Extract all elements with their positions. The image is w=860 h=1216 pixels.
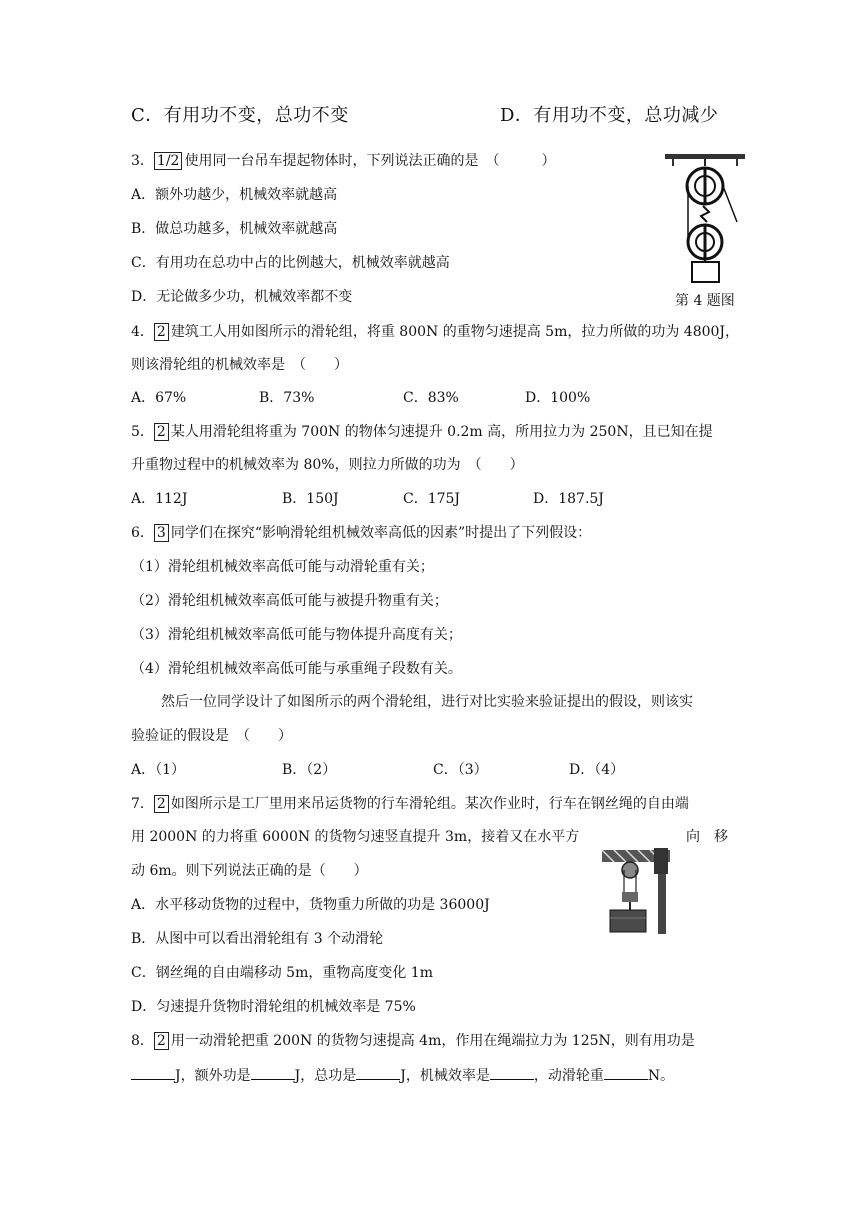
q3-option-c: C．有用功在总功中占的比例越大，机械效率就越高 <box>131 255 450 271</box>
q6-hypothesis-4: （4）滑轮组机械效率高低可能与承重绳子段数有关。 <box>131 661 462 677</box>
q6-text: 同学们在探究“影响滑轮组机械效率高低的因素”时提出了下列假设： <box>170 525 592 541</box>
q3-option-a: A．额外功越少，机械效率就越高 <box>131 187 338 203</box>
q5-option-d: D．187.5J <box>533 491 604 507</box>
q8-seg1: J，额外功是 <box>175 1068 251 1084</box>
q3-difficulty-tag: 1/2 <box>154 152 183 170</box>
q7-stem-line2a: 用 2000N 的力将重 6000N 的货物匀速竖直提升 3m，接着又在水平方 <box>131 829 580 845</box>
q8-number: 8． <box>131 1033 154 1049</box>
crane-figure-q7 <box>600 848 672 938</box>
prev-option-c: C．有用功不变，总功不变 <box>131 105 349 126</box>
prev-option-d: D．有用功不变，总功减少 <box>500 105 719 126</box>
q7-stem-line2b: 向 移 <box>686 829 728 845</box>
q8-blank-efficiency[interactable] <box>490 1065 534 1080</box>
q8-text: 用一动滑轮把重 200N 的货物匀速提高 4m，作用在绳端拉力为 125N，则有用功是 <box>170 1033 695 1049</box>
q4-option-d: D．100% <box>525 390 591 406</box>
q5-option-a: A．112J <box>131 491 188 507</box>
q3-option-b: B．做总功越多，机械效率就越高 <box>131 221 338 237</box>
q5-option-b: B．150J <box>282 491 339 507</box>
q8-blank-pulley-weight[interactable] <box>604 1065 648 1080</box>
q5-difficulty-tag: 2 <box>154 423 169 441</box>
q7-option-d: D．匀速提升货物时滑轮组的机械效率是 75% <box>131 999 416 1015</box>
q7-option-b: B．从图中可以看出滑轮组有 3 个动滑轮 <box>131 931 384 947</box>
q6-number: 6． <box>131 525 154 541</box>
q4-option-c: C．83% <box>403 390 459 406</box>
q6-hypothesis-2: （2）滑轮组机械效率高低可能与被提升物重有关； <box>131 593 448 609</box>
q4-text-1: 建筑工人用如图所示的滑轮组，将重 800N 的重物匀速提高 5m，拉力所做的功为 4800J， <box>170 324 740 340</box>
q6-hypothesis-3: （3）滑轮组机械效率高低可能与物体提升高度有关； <box>131 627 462 643</box>
q8-difficulty-tag: 2 <box>154 1032 169 1050</box>
q8-stem <box>131 1031 695 1051</box>
q5-number: 5． <box>131 424 154 440</box>
q6-option-a: A．（1） <box>131 762 186 778</box>
q6-paragraph-line2: 验验证的假设是 （ ） <box>131 728 292 744</box>
q7-text-1: 如图所示是工厂里用来吊运货物的行车滑轮组。某次作业时，行车在钢丝绳的自由端 <box>170 796 689 812</box>
q8-seg3: J，机械效率是 <box>400 1068 490 1084</box>
q7-number: 7． <box>131 796 154 812</box>
q5-text-1: 某人用滑轮组将重为 700N 的物体匀速提升 0.2m 高，所用拉力为 250N，且已知在提 <box>170 424 713 440</box>
q7-stem-line1 <box>131 794 689 814</box>
q6-option-b: B．（2） <box>282 762 337 778</box>
q4-stem-line1 <box>131 322 739 342</box>
q5-stem-line1 <box>131 422 713 442</box>
q6-difficulty-tag: 3 <box>154 524 169 542</box>
q7-option-c: C．钢丝绳的自由端移动 5m，重物高度变化 1m <box>131 965 433 981</box>
q6-option-c: C．（3） <box>433 762 488 778</box>
q4-option-b: B．73% <box>259 390 315 406</box>
figure-4-caption: 第 4 题图 <box>675 293 735 309</box>
q7-option-a: A．水平移动货物的过程中，货物重力所做的功是 36000J <box>131 897 490 913</box>
q3-stem <box>131 151 555 171</box>
q6-hypothesis-1: （1）滑轮组机械效率高低可能与动滑轮重有关； <box>131 559 434 575</box>
q4-stem-line2: 则该滑轮组的机械效率是 （ ） <box>131 357 348 373</box>
q6-option-d: D．（4） <box>569 762 625 778</box>
q7-difficulty-tag: 2 <box>154 795 169 813</box>
q3-number: 3． <box>131 153 154 169</box>
q4-difficulty-tag: 2 <box>154 323 169 341</box>
q8-seg5: N。 <box>647 1068 675 1084</box>
q3-text: 使用同一台吊车提起物体时，下列说法正确的是 （ ） <box>184 153 556 169</box>
q4-number: 4． <box>131 324 154 340</box>
q8-blanks-line <box>131 1065 674 1086</box>
q4-option-a: A．67% <box>131 390 187 406</box>
q5-stem-line2: 升重物过程中的机械效率为 80%，则拉力所做的功为 （ ） <box>131 457 524 473</box>
q6-paragraph-line1: 然后一位同学设计了如图所示的两个滑轮组，进行对比实验来验证提出的假设，则该实 <box>161 694 693 710</box>
q3-option-d: D．无论做多少功，机械效率都不变 <box>131 289 353 305</box>
q8-seg2: J，总功是 <box>294 1068 357 1084</box>
q6-stem <box>131 523 591 543</box>
q8-blank-total-work[interactable] <box>356 1065 400 1080</box>
q8-blank-useful-work[interactable] <box>131 1065 175 1080</box>
q8-seg4: ，动滑轮重 <box>533 1068 604 1084</box>
q7-stem-line3: 动 6m。则下列说法正确的是（ ） <box>131 863 368 879</box>
q5-option-c: C．175J <box>403 491 461 507</box>
pulley-figure-q4 <box>665 150 745 285</box>
q8-blank-extra-work[interactable] <box>251 1065 295 1080</box>
